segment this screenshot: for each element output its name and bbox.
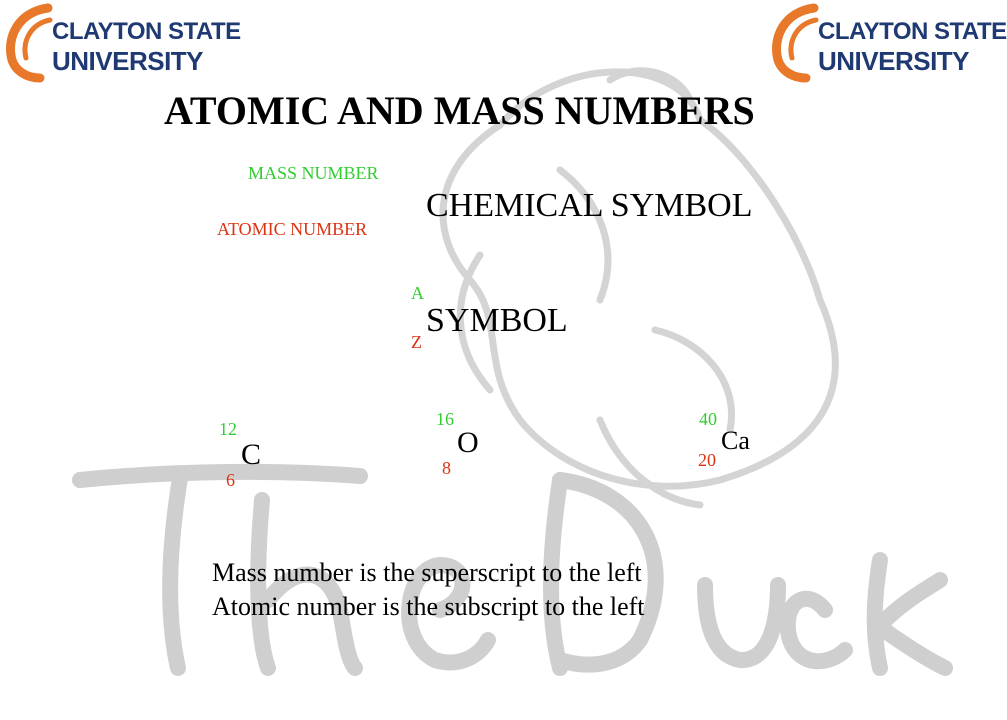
logo-line-1: CLAYTON STATE xyxy=(52,18,241,45)
logo-line-2: UNIVERSITY xyxy=(818,46,970,76)
swoosh-icon xyxy=(4,2,54,82)
symbol-label: SYMBOL xyxy=(426,302,568,339)
oxygen-symbol: O xyxy=(457,426,479,459)
carbon-atomic-number: 6 xyxy=(226,470,235,490)
oxygen-atomic-number: 8 xyxy=(442,458,451,478)
atomic-number-statement: Atomic number is the subscript to the left xyxy=(212,592,645,621)
swoosh-icon xyxy=(770,2,820,82)
carbon-symbol: C xyxy=(241,438,262,471)
mass-number-symbol: A xyxy=(411,283,424,303)
carbon-mass-number: 12 xyxy=(219,419,237,439)
slide-title: ATOMIC AND MASS NUMBERS xyxy=(164,88,755,133)
university-logo-right xyxy=(770,2,1007,82)
university-logo-left xyxy=(4,2,241,82)
logo-line-2: UNIVERSITY xyxy=(52,46,204,76)
logo-line-1: CLAYTON STATE xyxy=(818,18,1007,45)
mass-number-label: MASS NUMBER xyxy=(248,163,379,183)
chemical-symbol-label: CHEMICAL SYMBOL xyxy=(426,187,753,224)
calcium-atomic-number: 20 xyxy=(698,450,716,470)
calcium-symbol: Ca xyxy=(721,426,750,455)
calcium-mass-number: 40 xyxy=(699,409,717,429)
atomic-number-label: ATOMIC NUMBER xyxy=(217,219,368,239)
mass-number-statement: Mass number is the superscript to the left xyxy=(212,558,642,587)
atomic-number-symbol: Z xyxy=(411,332,422,352)
oxygen-mass-number: 16 xyxy=(436,409,454,429)
